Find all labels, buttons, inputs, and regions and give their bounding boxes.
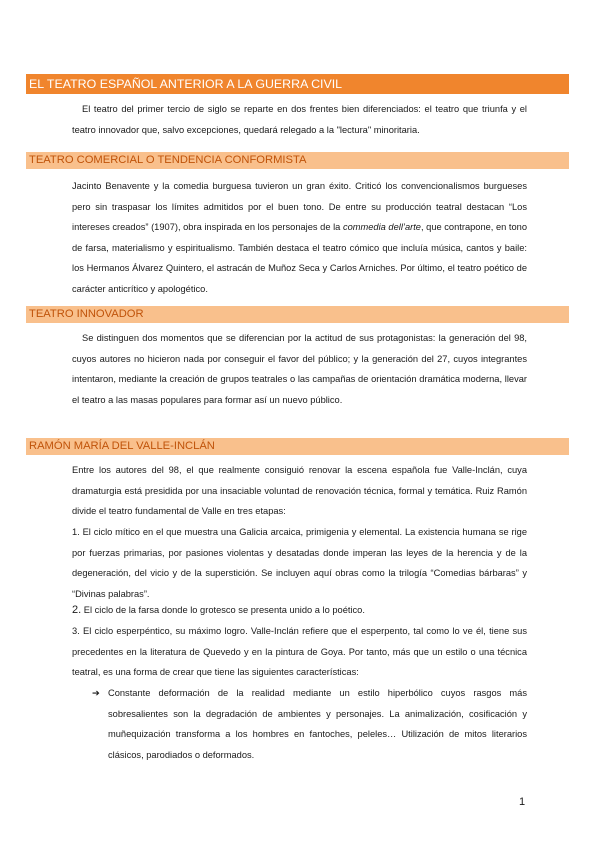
paragraph-teatro-comercial xyxy=(72,176,527,300)
arrow-bullet-icon: ➔ xyxy=(92,688,100,698)
ciclo-farsa-item xyxy=(72,600,527,621)
item-number-2: 2. xyxy=(72,604,82,616)
page-number: 1 xyxy=(519,796,526,808)
bullet-deformacion-text: Constante deformación de la realidad mediante un estilo hiperbólico cuyos rasgos más sobresalientes son la degradación de ambientes y personajes. La animalización, cosificación y muñequización transforma a los hombres en fantoches, peleles… Utilización de mitos literarios clásicos, parodiados o deformados. xyxy=(108,688,527,760)
comercial-text-a: Jacinto Benavente y la comedia burguesa tuvieron un gran éxito. Criticó los convencionalismos burgueses pero sin traspasar los límites admitidos por el buen tono. De entre su producción teatral destacan “Los intereses creados” (1907), obra inspirada en los personajes de la xyxy=(72,181,527,233)
paragraph-teatro-innovador: Se distinguen dos momentos que se diferencian por la actitud de sus protagonistas: la generación del 98, cuyos autores no hicieron nada por conseguir el favor del público; y la generación del 27, cuyos integrantes intentaron, mediante la creación de grupos teatrales o las campañas de orientación dramática moderna, llevar el teatro a las masas populares para formar así un nuevo público. xyxy=(72,333,527,405)
paragraph-valle-intro: Entre los autores del 98, el que realmente consiguió renovar la escena española fue Valle-Inclán, cuya dramaturgia está presidida por una insaciable voluntad de renovación técnica, formal y temática. Ruiz Ramón divide el teatro fundamental de Valle en tres etapas: xyxy=(72,465,527,517)
intro-paragraph: El teatro del primer tercio de siglo se reparte en dos frentes bien diferenciados: el teatro que triunfa y el teatro innovador que, salvo excepciones, quedará relegado a la "lectura" minoritaria. xyxy=(72,104,527,135)
ciclo-esperpentico-item: 3. El ciclo esperpéntico, su máximo logro. Valle-Inclán refiere que el esperpento, tal como lo ve él, tiene sus precedentes en la literatura de Quevedo y en la pintura de Goya. Por tanto, más que un estilo o una técnica teatral, es una forma de crear que tiene las siguientes características: xyxy=(72,626,527,678)
ciclo-farsa-text: El ciclo de la farsa donde lo grotesco se presenta unido a lo poético. xyxy=(81,605,365,615)
heading-valle-inclan: RAMÓN MARÍA DEL VALLE-INCLÁN xyxy=(26,438,569,455)
heading-teatro-innovador: TEATRO INNOVADOR xyxy=(26,306,569,323)
commedia-italic: commedia dell’arte xyxy=(342,222,421,233)
document-title: EL TEATRO ESPAÑOL ANTERIOR A LA GUERRA CIVIL xyxy=(26,74,569,94)
ciclo-mitico-item: 1. El ciclo mítico en el que muestra una Galicia arcaica, primigenia y elemental. La existencia humana se rige por fuerzas primarias, por pasiones violentas y desatadas donde imperan las leyes de la herencia y de la degeneración, del vicio y de la superstición. Se incluyen aquí obras como la trilogía “Comedias bárbaras” y “Divinas palabras”. xyxy=(72,527,527,599)
comercial-text-b: , que contrapone, en tono de farsa, materialismo y espiritualismo. También destaca el teatro cómico que incluía música, cantos y baile: los Hermanos Álvarez Quintero, el astracán de Muñoz Seca y Carlos Arniches. Por último, el teatro poético de carácter anticrítico y apologético. xyxy=(72,222,527,294)
heading-teatro-comercial: TEATRO COMERCIAL O TENDENCIA CONFORMISTA xyxy=(26,152,569,169)
bullet-deformacion xyxy=(92,683,527,765)
